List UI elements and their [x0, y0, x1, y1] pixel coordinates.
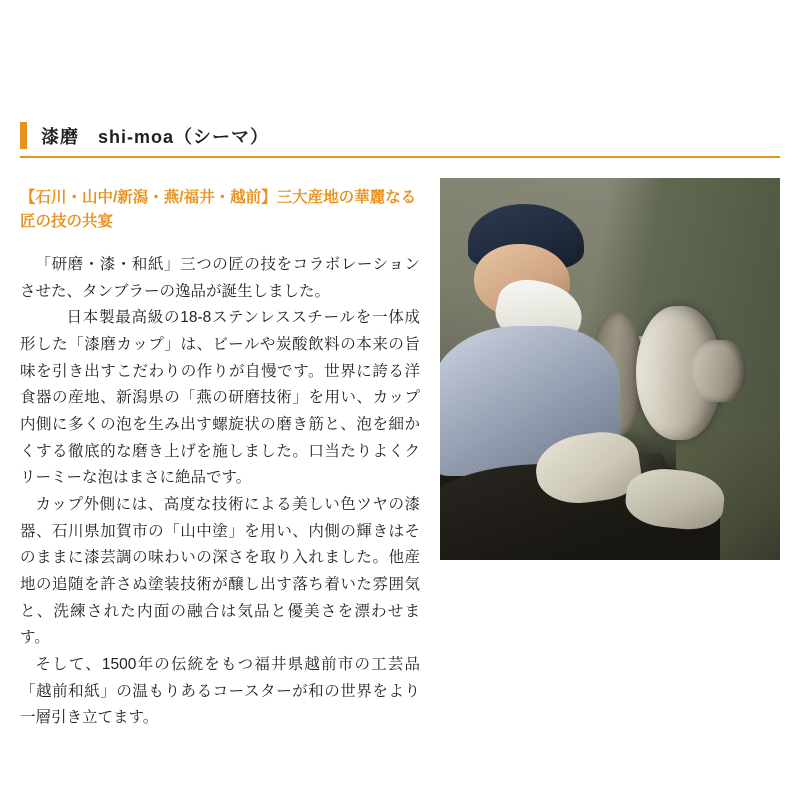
article-paragraph-3: カップ外側には、高度な技術による美しい色ツヤの漆器、石川県加賀市の「山中塗」を用い、内側の輝きはそのままに漆芸調の味わいの深さを取り入れました。他産地の追随を許さぬ塗装技術が醸し出す落ち着いた雰囲気と、洗練された内面の融合は気品と優美さを漂わせます。: [20, 495, 420, 647]
page-title-row: [20, 122, 269, 149]
article-body: [20, 252, 420, 732]
article-paragraph-4: そして、1500年の伝統をもつ福井県越前市の工芸品「越前和紙」の温もりあるコースターが和の世界をより一層引き立てます。: [20, 655, 420, 727]
article-text-column: [20, 186, 420, 732]
page-title: 漆磨 shi-moa（シーマ）: [41, 126, 270, 147]
photo-grain-overlay: [440, 178, 780, 560]
title-accent-bar: [20, 122, 27, 149]
article-paragraph-1: 「研磨・漆・和紙」三つの匠の技をコラボレーションさせた、タンブラーの逸品が誕生しました。: [20, 256, 420, 300]
title-divider: [20, 156, 780, 158]
article-lede: 【石川・山中/新潟・燕/福井・越前】三大産地の華麗なる匠の技の共宴: [20, 189, 417, 231]
article-paragraph-2: 日本製最高級の18-8ステンレススチールを一体成形した「漆磨カップ」は、ビールや炭酸飲料の本来の旨味を引き出すこだわりの作りが自慢です。世界に誇る洋食器の産地、新潟県の「燕の研磨技術」を用い、カップ内側に多くの泡を生み出す螺旋状の磨き筋と、泡を細かくする徹底的な磨き上げを施しました。口当たりよくクリーミーな泡はまさに絶品です。: [20, 309, 420, 487]
metal-polishing-workshop-photo: [440, 178, 780, 560]
